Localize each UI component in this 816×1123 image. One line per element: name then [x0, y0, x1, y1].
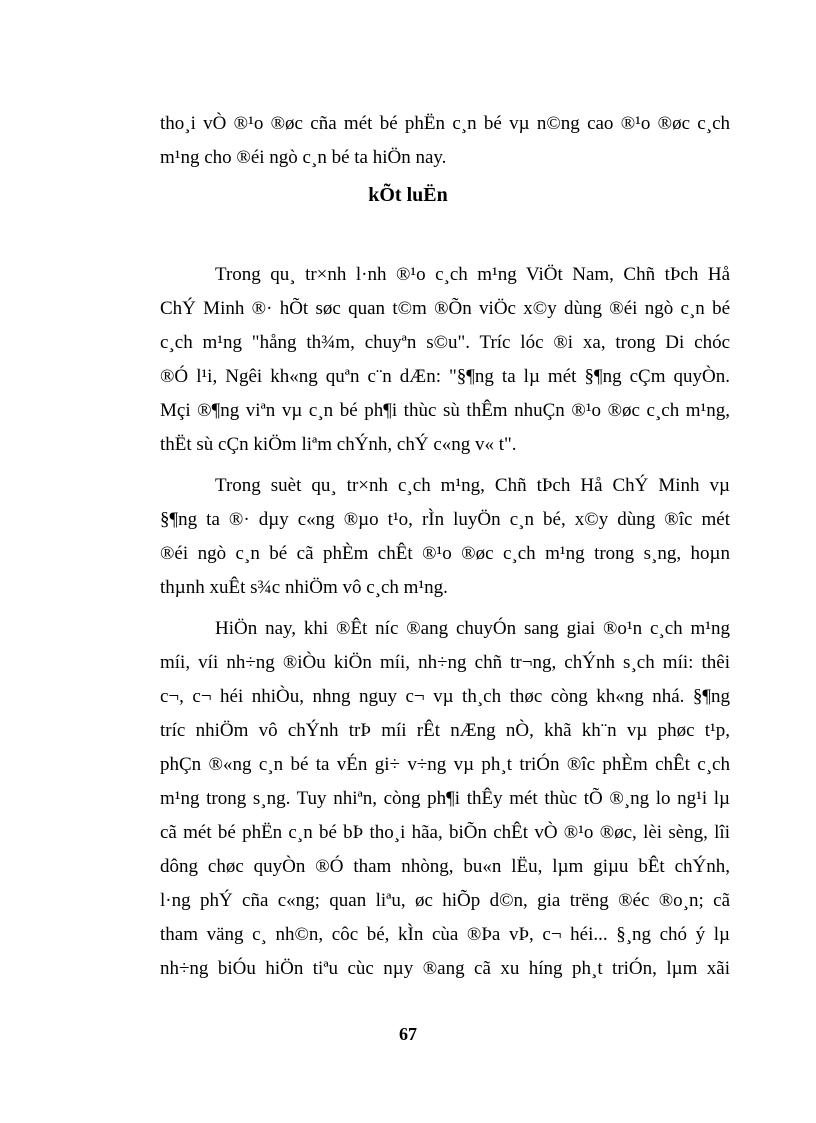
body-line: cã mét bé phËn c¸n bé bÞ tho¸i hãa, biÕn chÊt vÒ ®¹o ®øc, lèi sèng, lîi — [160, 822, 730, 843]
body-line: Trong qu¸ tr×nh l·nh ®¹o c¸ch m¹ng ViÖt Nam, Chñ tÞch Hå — [215, 264, 730, 285]
body-line: tríc nhiÖm vô chÝnh trÞ míi rÊt nÆng nÒ, khã kh¨n vµ phøc t¹p, — [160, 720, 730, 741]
body-line: l·ng phÝ cña c«ng; quan liªu, øc hiÕp d©n, gia trëng ®éc ®o¸n; cã — [160, 890, 730, 911]
body-line: tham väng c¸ nh©n, côc bé, kÌn cùa ®Þa vÞ, c¬ héi... §¸ng chó ý lµ — [160, 924, 730, 945]
body-line: ®Ó l¹i, Ngêi kh«ng quªn c¨n dÆn: "§¶ng ta lµ mét §¶ng cÇm quyÒn. — [160, 366, 730, 387]
body-line: ®éi ngò c¸n bé cã phÈm chÊt ®¹o ®øc c¸ch m¹ng trong s¸ng, hoµn — [160, 543, 730, 564]
body-line: phÇn ®«ng c¸n bé ta vÉn gi÷ v÷ng vµ ph¸t triÓn ®îc phÈm chÊt c¸ch — [160, 754, 730, 775]
body-line: §¶ng ta ®· dµy c«ng ®µo t¹o, rÌn luyÖn c¸n bé, x©y dùng ®îc mét — [160, 509, 730, 530]
body-line: Trong suèt qu¸ tr×nh c¸ch m¹ng, Chñ tÞch Hå ChÝ Minh vµ — [215, 475, 730, 496]
page-number: 67 — [399, 1024, 417, 1044]
body-line: m¹ng trong s¸ng. Tuy nhiªn, còng ph¶i thÊy mét thùc tÕ ®¸ng lo ng¹i lµ — [160, 788, 730, 809]
body-line: ChÝ Minh ®· hÕt søc quan t©m ®Õn viÖc x©y dùng ®éi ngò c¸n bé — [160, 298, 730, 319]
section-heading: kÕt luËn — [368, 184, 448, 206]
body-line: HiÖn nay, khi ®Êt níc ®ang chuyÓn sang giai ®o¹n c¸ch m¹ng — [215, 618, 730, 639]
body-line: nh÷ng biÓu hiÖn tiªu cùc nµy ®ang cã xu híng ph¸t triÓn, lµm xãi — [160, 958, 730, 979]
body-line: míi, víi nh÷ng ®iÒu kiÖn míi, nh÷ng chñ tr¬ng, chÝnh s¸ch míi: thêi — [160, 652, 730, 673]
body-line: thËt sù cÇn kiÖm liªm chÝnh, chÝ c«ng v« t". — [160, 434, 517, 455]
body-line: dông chøc quyÒn ®Ó tham nhòng, bu«n lËu, lµm giµu bÊt chÝnh, — [160, 856, 730, 877]
body-line: m¹ng cho ®éi ngò c¸n bé ta hiÖn nay. — [160, 147, 447, 168]
body-line: thµnh xuÊt s¾c nhiÖm vô c¸ch m¹ng. — [160, 577, 448, 598]
body-line: tho¸i vÒ ®¹o ®øc cña mét bé phËn c¸n bé vµ n©ng cao ®¹o ®øc c¸ch — [160, 113, 730, 134]
body-line: Mçi ®¶ng viªn vµ c¸n bé ph¶i thùc sù thÊm nhuÇn ®¹o ®øc c¸ch m¹ng, — [160, 400, 730, 421]
body-line: c¸ch m¹ng "hång th¾m, chuyªn s©u". Tríc lóc ®i xa, trong Di chóc — [160, 332, 730, 353]
body-line: c¬, c¬ héi nhiÒu, nhng nguy c¬ vµ th¸ch thøc còng kh«ng nhá. §¶ng — [160, 686, 730, 707]
